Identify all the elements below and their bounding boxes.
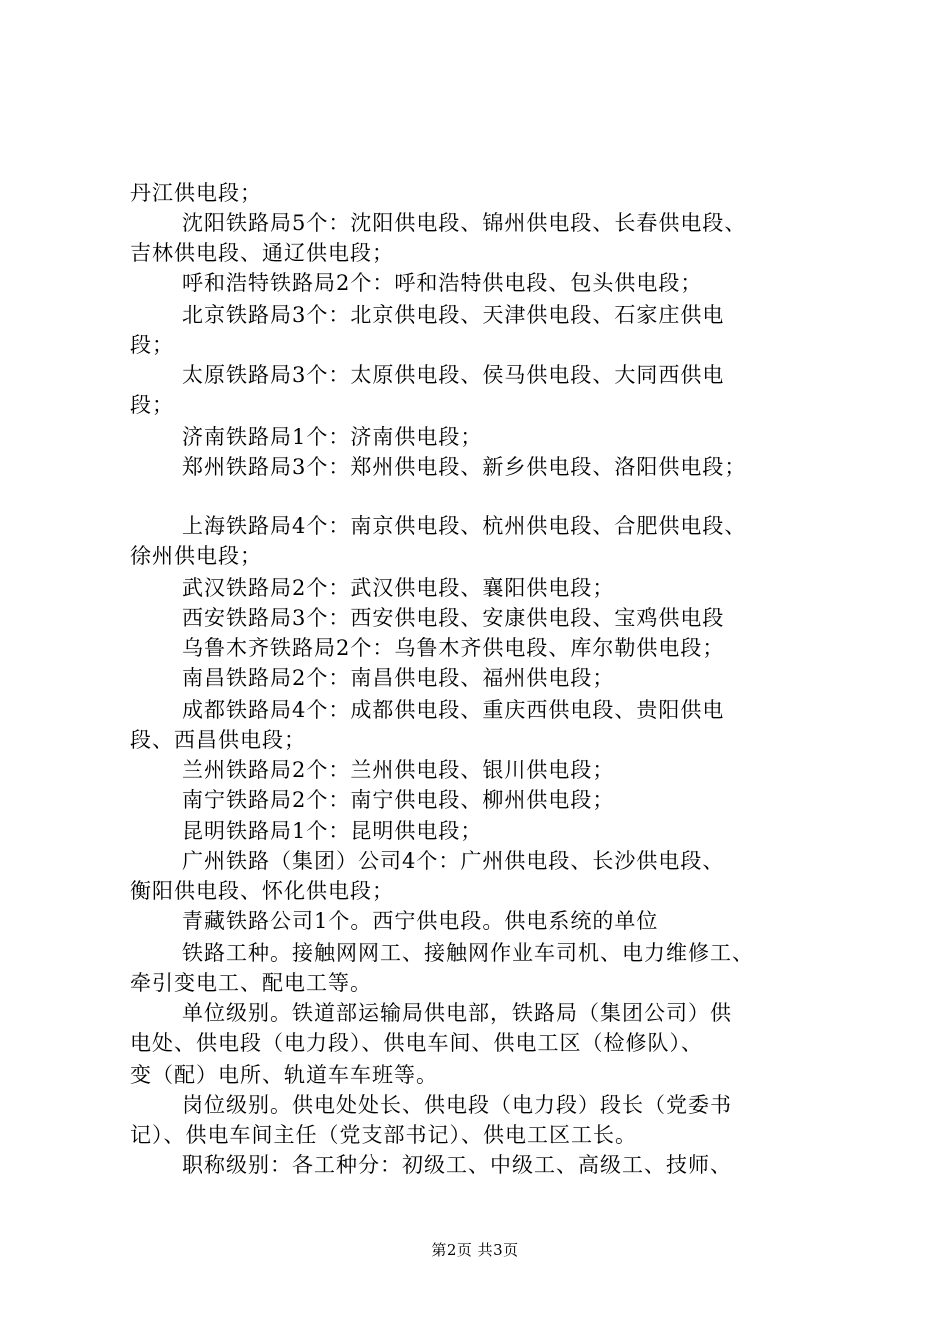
text-line: 郑州铁路局3个：郑州供电段、新乡供电段、洛阳供电段； [182,455,747,479]
text-line: 段、西昌供电段； [130,728,306,752]
text-line: 兰州铁路局2个：兰州供电段、银川供电段； [182,758,615,782]
text-line: 乌鲁木齐铁路局2个：乌鲁木齐供电段、库尔勒供电段； [182,636,725,660]
text-line: 铁路工种。接触网网工、接触网作业车司机、电力维修工、 [182,941,754,965]
text-line: 电处、供电段（电力段）、供电车间、供电工区（检修队）、 [130,1031,703,1055]
text-line: 西安铁路局3个：西安供电段、安康供电段、宝鸡供电段 [182,606,725,630]
text-line: 上海铁路局4个：南京供电段、杭州供电段、合肥供电段、 [182,514,747,538]
text-line: 昆明铁路局1个：昆明供电段； [182,819,483,843]
text-line: 段； [130,393,174,417]
text-line: 太原铁路局3个：太原供电段、侯马供电段、大同西供电 [182,363,725,387]
text-line: 徐州供电段； [130,544,262,568]
text-line: 衡阳供电段、怀化供电段； [130,879,394,903]
text-line: 沈阳铁路局5个：沈阳供电段、锦州供电段、长春供电段、 [182,211,747,235]
text-line: 广州铁路（集团）公司4个：广州供电段、长沙供电段、 [182,849,725,873]
text-line: 北京铁路局3个：北京供电段、天津供电段、石家庄供电 [182,303,725,327]
text-line: 职称级别：各工种分：初级工、中级工、高级工、技师、 [182,1153,732,1177]
page-number-footer: 第2页 共3页 [431,1241,519,1259]
text-line: 南宁铁路局2个：南宁供电段、柳州供电段； [182,788,615,812]
text-line: 丹江供电段； [130,181,262,205]
text-line: 变（配）电所、轨道车车班等。 [130,1063,438,1087]
text-line: 成都铁路局4个：成都供电段、重庆西供电段、贵阳供电 [182,698,725,722]
text-line: 青藏铁路公司1个。西宁供电段。供电系统的单位 [182,909,659,933]
text-line: 济南铁路局1个：济南供电段； [182,425,483,449]
text-line: 单位级别。铁道部运输局供电部，铁路局（集团公司）供 [182,1001,732,1025]
text-line: 记）、供电车间主任（党支部书记）、供电工区工长。 [130,1123,637,1147]
text-line: 南昌铁路局2个：南昌供电段、福州供电段； [182,666,615,690]
text-line: 段； [130,333,174,357]
text-line: 呼和浩特铁路局2个：呼和浩特供电段、包头供电段； [182,271,703,295]
text-line: 牵引变电工、配电工等。 [130,971,372,995]
text-line: 吉林供电段、通辽供电段； [130,241,394,265]
text-line: 岗位级别。供电处处长、供电段（电力段）段长（党委书 [182,1093,732,1117]
text-line: 武汉铁路局2个：武汉供电段、襄阳供电段； [182,576,615,600]
